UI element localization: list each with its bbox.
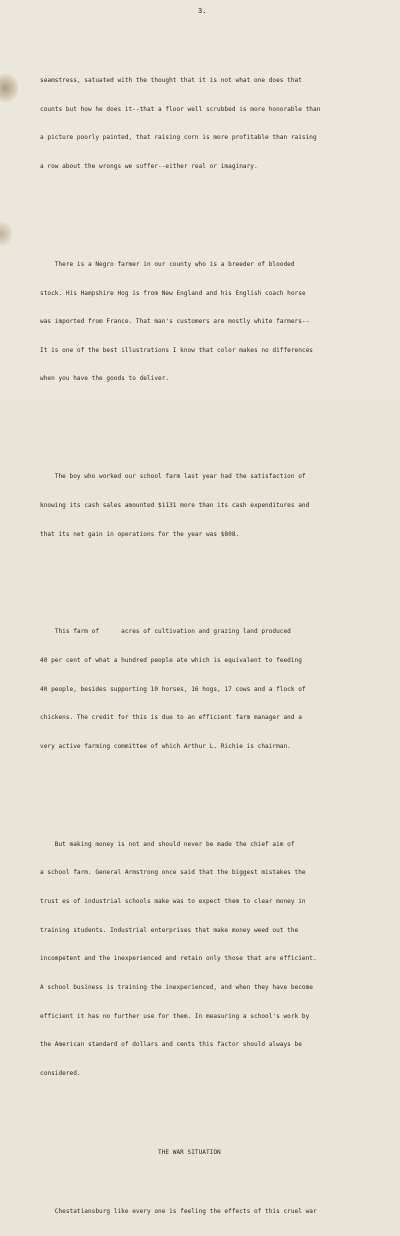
text-line: was imported from France. That man's customers are mostly white farmers--: [40, 318, 310, 326]
paragraph: [40, 821, 385, 1098]
body-text: [40, 38, 385, 1236]
text-line: a picture poorly painted, that raising corn is more profitable than raising: [40, 134, 317, 142]
text-line: Chestatiansburg like every one is feeling the effects of this cruel war: [40, 1208, 317, 1216]
paragraph: [40, 241, 385, 403]
text-line: training students. Industrial enterprises that make money weed out the: [40, 926, 299, 934]
text-line: stock. His Hampshire Hog is from New England and his English coach horse: [40, 289, 306, 297]
text-line: 40 per cent of what a hundred people ate which is equivalent to feeding: [40, 657, 302, 665]
paragraph: [40, 453, 385, 558]
text-line: There is a Negro farmer in our county who is a breeder of blooded: [40, 260, 295, 268]
text-line: the American standard of dollars and cents this factor should always be: [40, 1041, 302, 1049]
text-line: But making money is not and should never be made the chief aim of: [40, 840, 295, 848]
text-line: when you have the goods to deliver.: [40, 375, 170, 383]
text-line: a row about the wrongs we suffer--either real or imaginary.: [40, 163, 258, 171]
page-number: 3.: [198, 7, 207, 15]
text-line: incompetent and the inexperienced and retain only those that are efficient.: [40, 955, 317, 963]
text-line: knowing its cash sales amounted $1131 more than its cash expenditures and: [40, 501, 310, 509]
text-line: seamstress, satuated with the thought that it is not what one does that: [40, 77, 302, 85]
paragraph: [40, 57, 385, 191]
text-line: very active farming committee of which Arthur L. Richie is chairman.: [40, 742, 291, 750]
text-line: This farm of acres of cultivation and grazing land produced: [40, 628, 291, 636]
text-line: It is one of the best illustrations I know that color makes no differences: [40, 346, 313, 354]
text-line: efficient it has no further use for them. In measuring a school's work by: [40, 1012, 310, 1020]
text-line: that its net gain in operations for the year was $808.: [40, 530, 240, 538]
text-line: A school business is training the inexperienced, and when they have become: [40, 983, 313, 991]
text-line: chickens. The credit for this is due to an efficient farm manager and a: [40, 714, 302, 722]
text-line: a school farm. General Armstrong once said that the biggest mistakes the: [40, 869, 306, 877]
stain-mark: [0, 220, 12, 248]
text-line: trust es of industrial schools make was to expect them to clear money in: [40, 898, 306, 906]
text-line: considered.: [40, 1069, 81, 1077]
text-line: 40 people, besides supporting 10 horses, 16 hogs, 17 cows and a flock of: [40, 685, 306, 693]
text-line: The boy who worked our school farm last year had the satisfaction of: [40, 473, 306, 481]
section-heading: THE WAR SITUATION: [158, 1148, 221, 1156]
text-line: counts but how he does it--that a floor well scrubbed is more honorable than: [40, 105, 321, 113]
paragraph: [40, 608, 385, 770]
stain-mark: [0, 72, 18, 104]
